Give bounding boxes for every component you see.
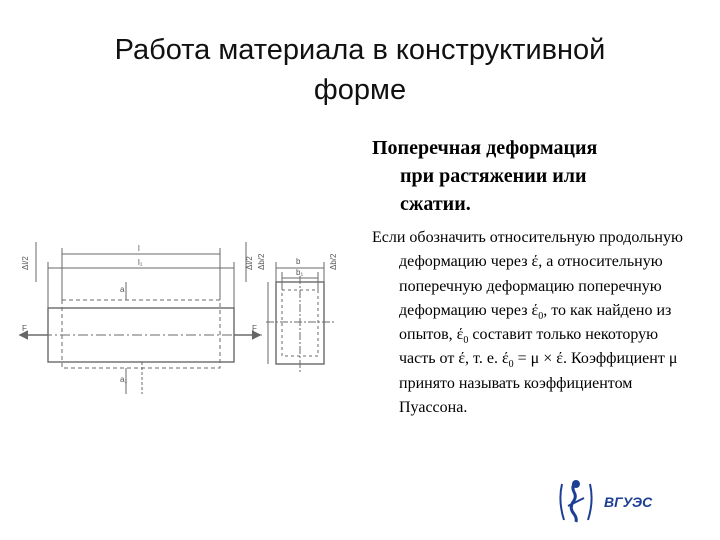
- emblem-icon: [560, 481, 591, 522]
- subheading: Поперечная деформация при растяжении или сжатии.: [372, 137, 598, 215]
- body-paragraph: Если обозначить относительную продольную деформацию через έ, а относительную поперечную деформацию поперечную деформацию через $έ_0$, то как найдено из опытов, $έ_0$ составит только некоторую часть от έ, т. е. $έ_0 = \mu \times έ$. Коэффициент μ принято называть коэффициентом Пуассона.: [372, 229, 683, 417]
- label-b: b: [296, 257, 301, 266]
- university-logo: [556, 476, 668, 526]
- title-line-2: форме: [313, 74, 407, 106]
- label-force-left: F: [22, 324, 27, 333]
- logo-text: ВГУЭС: [604, 494, 653, 510]
- label-dl-right: Δl/2: [245, 256, 254, 270]
- label-dl-left: Δl/2: [21, 256, 30, 270]
- label-l: l: [138, 244, 140, 253]
- deformation-drawing: [14, 222, 354, 412]
- label-a1: a₁: [120, 375, 128, 384]
- label-force-right: F: [252, 324, 257, 333]
- label-l1: l₁: [138, 258, 143, 267]
- slide-title: [40, 30, 680, 110]
- text-block: [372, 134, 690, 420]
- label-a: a: [120, 285, 125, 294]
- bar-original-outline: [62, 300, 220, 368]
- label-b1: b₁: [296, 268, 304, 277]
- label-db-left: Δb/2: [257, 253, 266, 270]
- label-db-right: Δb/2: [329, 253, 338, 270]
- title-line-1: Работа материала в конструктивной: [114, 34, 606, 66]
